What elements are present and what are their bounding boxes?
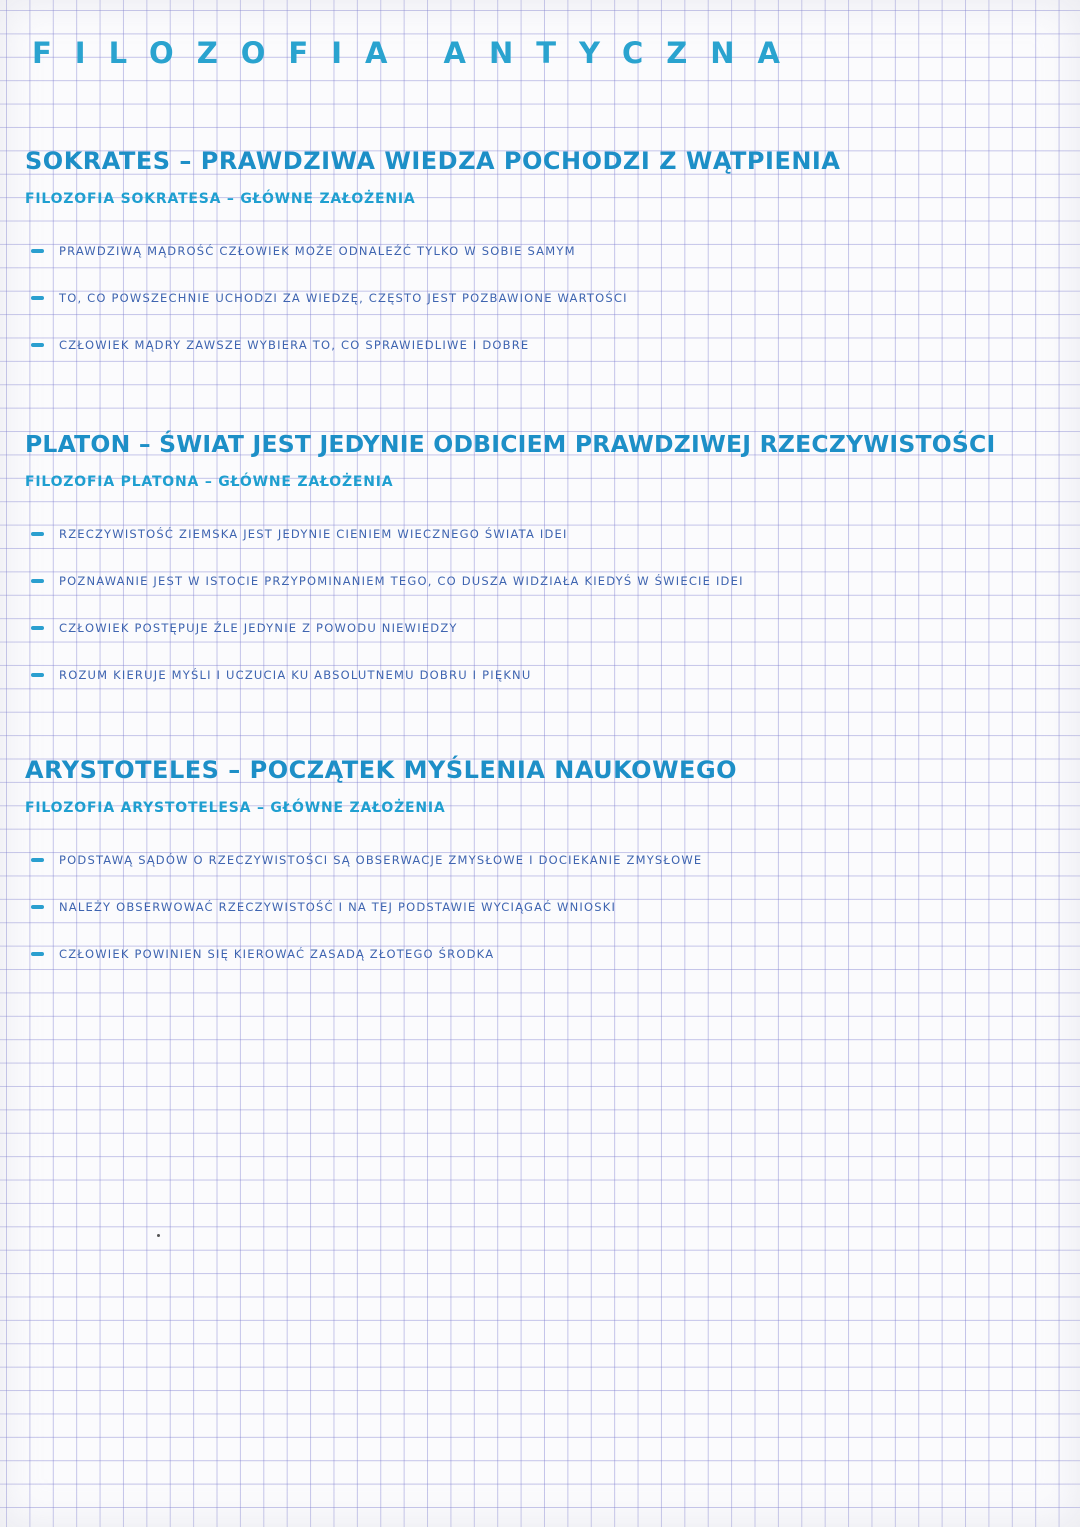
points-list [25,836,1065,977]
list-item [25,604,1065,651]
bullet-dash-icon [31,905,44,909]
list-item [25,321,1065,368]
section-platon [25,426,1065,698]
list-item [25,883,1065,930]
points-list [25,227,1065,368]
section-sokrates [25,143,1065,368]
list-item [25,227,1065,274]
page-title: FILOZOFIA ANTYCZNA [32,36,804,70]
list-item-text: PRAWDZIWĄ MĄDROŚĆ CZŁOWIEK MOŻE ODNALEŹĆ TYLKO W SOBIE SAMYM [59,243,576,258]
list-item [25,274,1065,321]
list-item-text: RZECZYWISTOŚĆ ZIEMSKA JEST JEDYNIE CIENIEM WIECZNEGO ŚWIATA IDEI [59,526,568,541]
section-heading: ARYSTOTELES – POCZĄTEK MYŚLENIA NAUKOWEGO [25,756,738,784]
section-subheading: FILOZOFIA ARYSTOTELESA – GŁÓWNE ZAŁOŻENIA [25,800,446,816]
bullet-dash-icon [31,858,44,862]
bullet-dash-icon [31,343,44,347]
list-item-text: CZŁOWIEK POWINIEN SIĘ KIEROWAĆ ZASADĄ ZŁOTEGO ŚRODKA [59,946,495,961]
bullet-dash-icon [31,626,44,630]
section-heading: PLATON – ŚWIAT JEST JEDYNIE ODBICIEM PRAWDZIWEJ RZECZYWISTOŚCI [25,430,996,458]
bullet-dash-icon [31,579,44,583]
list-item [25,930,1065,977]
bullet-dash-icon [31,673,44,677]
section-arystoteles [25,752,1065,977]
section-heading: SOKRATES – PRAWDZIWA WIEDZA POCHODZI Z WĄTPIENIA [25,147,841,175]
list-item-text: POZNAWANIE JEST W ISTOCIE PRZYPOMINANIEM TEGO, CO DUSZA WIDZIAŁA KIEDYŚ W ŚWIECIE IDEI [59,573,744,588]
list-item [25,836,1065,883]
list-item [25,557,1065,604]
bullet-dash-icon [31,532,44,536]
list-item [25,651,1065,698]
list-item-text: TO, CO POWSZECHNIE UCHODZI ZA WIEDZĘ, CZĘSTO JEST POZBAWIONE WARTOŚCI [59,290,628,305]
bullet-dash-icon [31,952,44,956]
list-item [25,510,1065,557]
section-subheading: FILOZOFIA PLATONA – GŁÓWNE ZAŁOŻENIA [25,474,394,490]
bullet-dash-icon [31,249,44,253]
list-item-text: CZŁOWIEK POSTĘPUJE ŹLE JEDYNIE Z POWODU NIEWIEDZY [59,620,458,635]
list-item-text: NALEŻY OBSERWOWAĆ RZECZYWISTOŚĆ I NA TEJ PODSTAWIE WYCIĄGAĆ WNIOSKI [59,899,617,914]
points-list [25,510,1065,698]
section-subheading: FILOZOFIA SOKRATESA – GŁÓWNE ZAŁOŻENIA [25,191,416,207]
list-item-text: CZŁOWIEK MĄDRY ZAWSZE WYBIERA TO, CO SPRAWIEDLIWE I DOBRE [59,337,530,352]
list-item-text: ROZUM KIERUJE MYŚLI I UCZUCIA KU ABSOLUTNEMU DOBRU I PIĘKNU [59,667,532,682]
list-item-text: PODSTAWĄ SĄDÓW O RZECZYWISTOŚCI SĄ OBSERWACJE ZMYSŁOWE I DOCIEKANIE ZMYSŁOWE [59,852,703,867]
bullet-dash-icon [31,296,44,300]
ink-dot [157,1234,160,1237]
